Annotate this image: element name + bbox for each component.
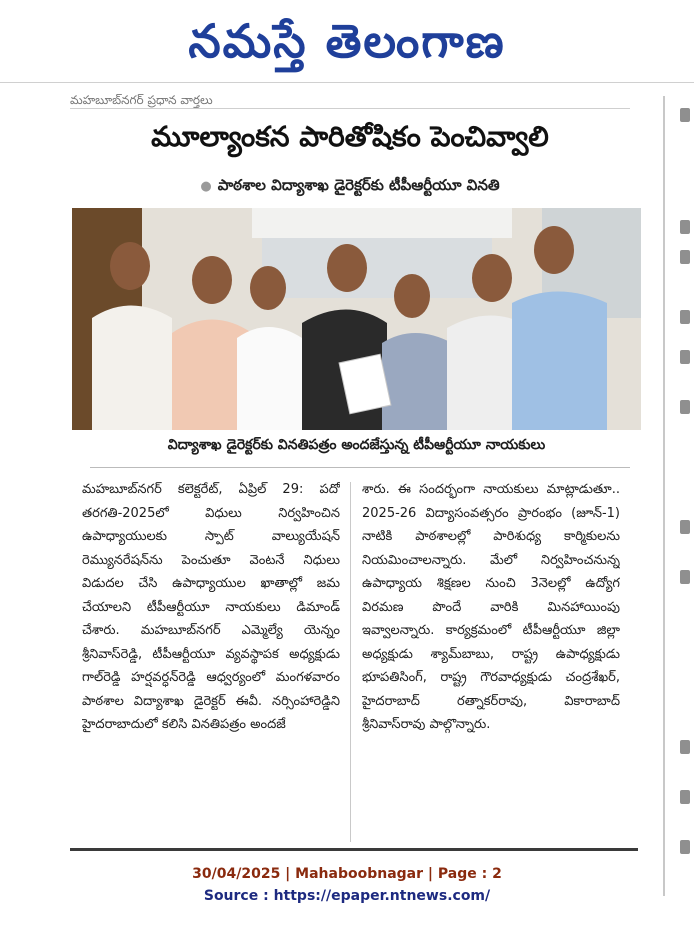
adjacent-article-fragments [680, 100, 694, 860]
article-column-right: శారు. ఈ సందర్భంగా నాయకులు మాట్లాడుతూ.. 2025-26 విద్యాసంవత్సరం ప్రారంభం (జూన్-1) నాటికి పాఠశాలల్లో పారిశుధ్య కార్మికులను నియమించాలన్నారు. మేలో నిర్వహించనున్న ఉపాధ్యాయ శిక్షణల నుంచి 3నెలల్లో ఉద్యోగ విరమణ పొందే వారికి మినహాయింపు ఇవ్వాలన్నారు. కార్యక్రమంలో టీపీఆర్టీయూ జిల్లా అధ్యక్షుడు శ్యామ్‌బాబు, రాష్ట్ర ఉపాధ్యక్షుడు భూపతిసింగ్, రాష్ట్ర గౌరవాధ్యక్షుడు చంద్రశేఖర్, హైదరాబాద్ రత్నాకర్‌రావు, వికారాబాద్ శ్రీనివాస్‌రావు పాల్గొన్నారు. [362, 482, 620, 732]
group-photo-illustration [72, 208, 641, 430]
subhead-text: పాఠశాల విద్యాశాఖ డైరెక్టర్‌కు టీపీఆర్టీయూ వినతి [217, 176, 500, 194]
article-headline: మూల్యాంకన పారితోషికం పెంచివ్వాలి [151, 120, 549, 153]
source-link[interactable]: Source : https://epaper.ntnews.com/ [203, 888, 491, 904]
bullet-icon: ● [200, 179, 212, 194]
column-divider [350, 482, 351, 842]
article-column-left: మహబూబ్‌నగర్ కలెక్టరేట్, ఏప్రిల్ 29: పదో తరగతి-2025లో విధులు నిర్వహించిన ఉపాధ్యాయులకు స్పాట్ వాల్యుయేషన్ రెమ్యునరేషన్‌ను పెంచుతూ వెంటనే నిధులు విడుదల చేసి ఉపాధ్యాయుల ఖాతాల్లో జమ చేయాలని టీపీఆర్టీయూ నాయకులు డిమాండ్ చేశారు. మహబూబ్‌నగర్ ఎమ్మెల్యే యెన్నం శ్రీనివాస్‌రెడ్డి, టీపీఆర్టీయూ వ్యవస్థాపక అధ్యక్షుడు గాల్‌రెడ్డి హర్షవర్ధన్‌రెడ్డి ఆధ్వర్యంలో మంగళవారం పాఠశాల విద్యాశాఖ డైరెక్టర్ ఈవీ. నర్సింహారెడ్డిని హైదరాబాదులో కలిసి వినతిపత్రం అందజే [82, 482, 340, 732]
clipped-previous-line: మహబూబ్‌నగర్ ప్రధాన వార్తలు [70, 92, 630, 109]
article-photo [72, 208, 641, 430]
photo-caption: విద్యాశాఖ డైరెక్టర్‌కు వినతిపత్రం అందజేస్తున్న టీపీఆర్టీయూ నాయకులు [167, 437, 546, 453]
article-bottom-rule [70, 848, 638, 851]
masthead-logo: నమస్తే తెలంగాణ [188, 14, 506, 68]
article-subhead [70, 176, 630, 198]
edition-info: 30/04/2025 | Mahaboobnagar | Page : 2 [192, 866, 502, 882]
caption-divider [90, 467, 630, 468]
masthead-divider [0, 82, 694, 83]
column-edge-rule [663, 96, 665, 896]
